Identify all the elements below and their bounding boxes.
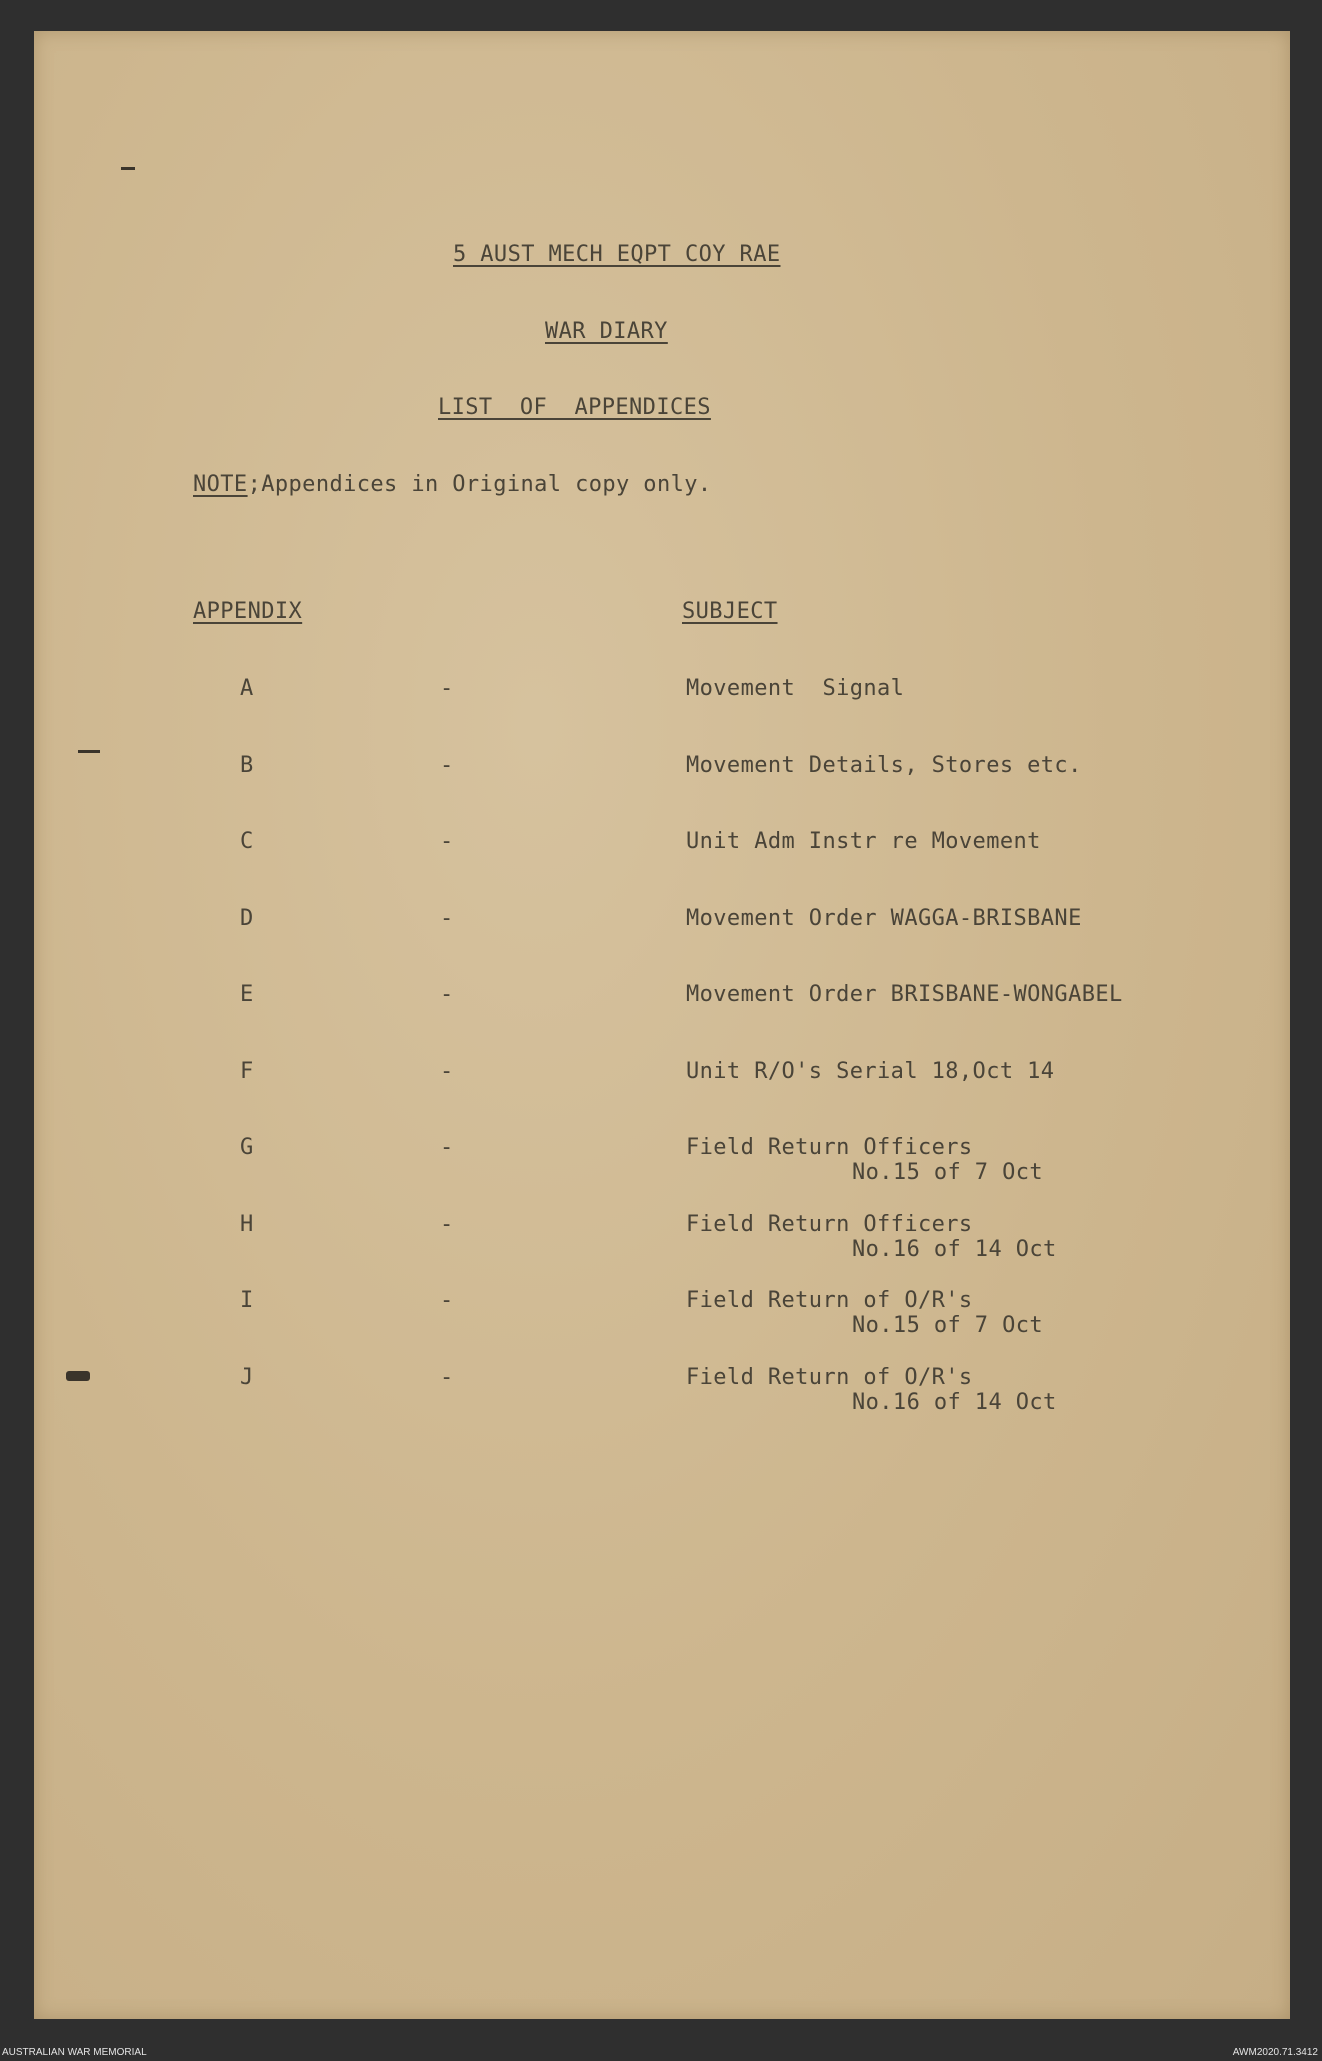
ink-fleck (78, 750, 100, 753)
appendix-row (34, 1288, 1290, 1348)
appendix-row (34, 829, 1290, 889)
appendix-dash: - (440, 982, 454, 1007)
appendix-subject-detail: No.15 of 7 Oct (852, 1160, 1044, 1185)
appendix-dash: - (440, 1288, 454, 1313)
note-text: ;Appendices in Original copy only. (247, 472, 712, 497)
appendix-dash: - (440, 1135, 454, 1160)
appendix-row (34, 676, 1290, 736)
note-label: NOTE (193, 472, 248, 497)
appendix-dash: - (440, 752, 454, 778)
appendix-letter: D (240, 905, 254, 931)
appendix-letter: A (240, 676, 254, 701)
appendix-letter: G (240, 1135, 254, 1160)
appendix-subject: Field Return of O/R's (686, 1288, 973, 1313)
appendix-subject: Movement Signal (686, 676, 905, 701)
unit-title: 5 AUST MECH EQPT COY RAE (453, 242, 781, 267)
appendix-row (34, 982, 1290, 1042)
appendix-row (34, 906, 1290, 966)
appendix-letter: H (240, 1211, 254, 1237)
document-page (34, 31, 1290, 2019)
appendix-row (34, 1212, 1290, 1272)
ink-fleck (121, 167, 135, 170)
appendix-subject: Field Return Officers (686, 1135, 973, 1160)
appendix-dash: - (440, 829, 454, 854)
appendix-subject-detail: No.16 of 14 Oct (852, 1389, 1057, 1415)
appendix-dash: - (440, 1058, 454, 1084)
appendix-letter: F (240, 1058, 254, 1084)
appendix-subject: Field Return Officers (686, 1211, 973, 1237)
appendix-subject: Movement Order BRISBANE-WONGABEL (686, 982, 1123, 1007)
punch-mark (66, 1371, 90, 1381)
appendix-letter: C (240, 829, 254, 854)
diary-title: WAR DIARY (545, 319, 668, 344)
appendix-letter: B (240, 752, 254, 778)
subject-column-header: SUBJECT (682, 599, 778, 624)
footer-right: AWM2020.71.3412 (1232, 2047, 1318, 2058)
appendix-subject: Unit R/O's Serial 18,Oct 14 (686, 1058, 1055, 1084)
appendix-column-header: APPENDIX (193, 599, 303, 624)
appendix-dash: - (440, 1364, 454, 1390)
appendix-letter: I (240, 1288, 254, 1313)
note-line (193, 472, 712, 497)
appendix-row (34, 1365, 1290, 1425)
appendix-subject: Movement Order WAGGA-BRISBANE (686, 905, 1082, 931)
appendix-subject-detail: No.16 of 14 Oct (852, 1236, 1057, 1262)
appendix-row (34, 1059, 1290, 1119)
appendix-row (34, 753, 1290, 813)
appendix-row (34, 1135, 1290, 1195)
appendix-subject-detail: No.15 of 7 Oct (852, 1313, 1044, 1338)
appendix-dash: - (440, 1211, 454, 1237)
appendix-dash: - (440, 676, 454, 701)
footer-left: AUSTRALIAN WAR MEMORIAL (2, 2047, 147, 2058)
appendix-dash: - (440, 905, 454, 931)
appendix-subject: Movement Details, Stores etc. (686, 752, 1082, 778)
appendix-subject: Unit Adm Instr re Movement (686, 829, 1041, 854)
appendix-letter: J (240, 1364, 254, 1390)
appendices-title: LIST OF APPENDICES (438, 395, 711, 420)
appendix-subject: Field Return of O/R's (686, 1364, 973, 1390)
appendix-letter: E (240, 982, 254, 1007)
